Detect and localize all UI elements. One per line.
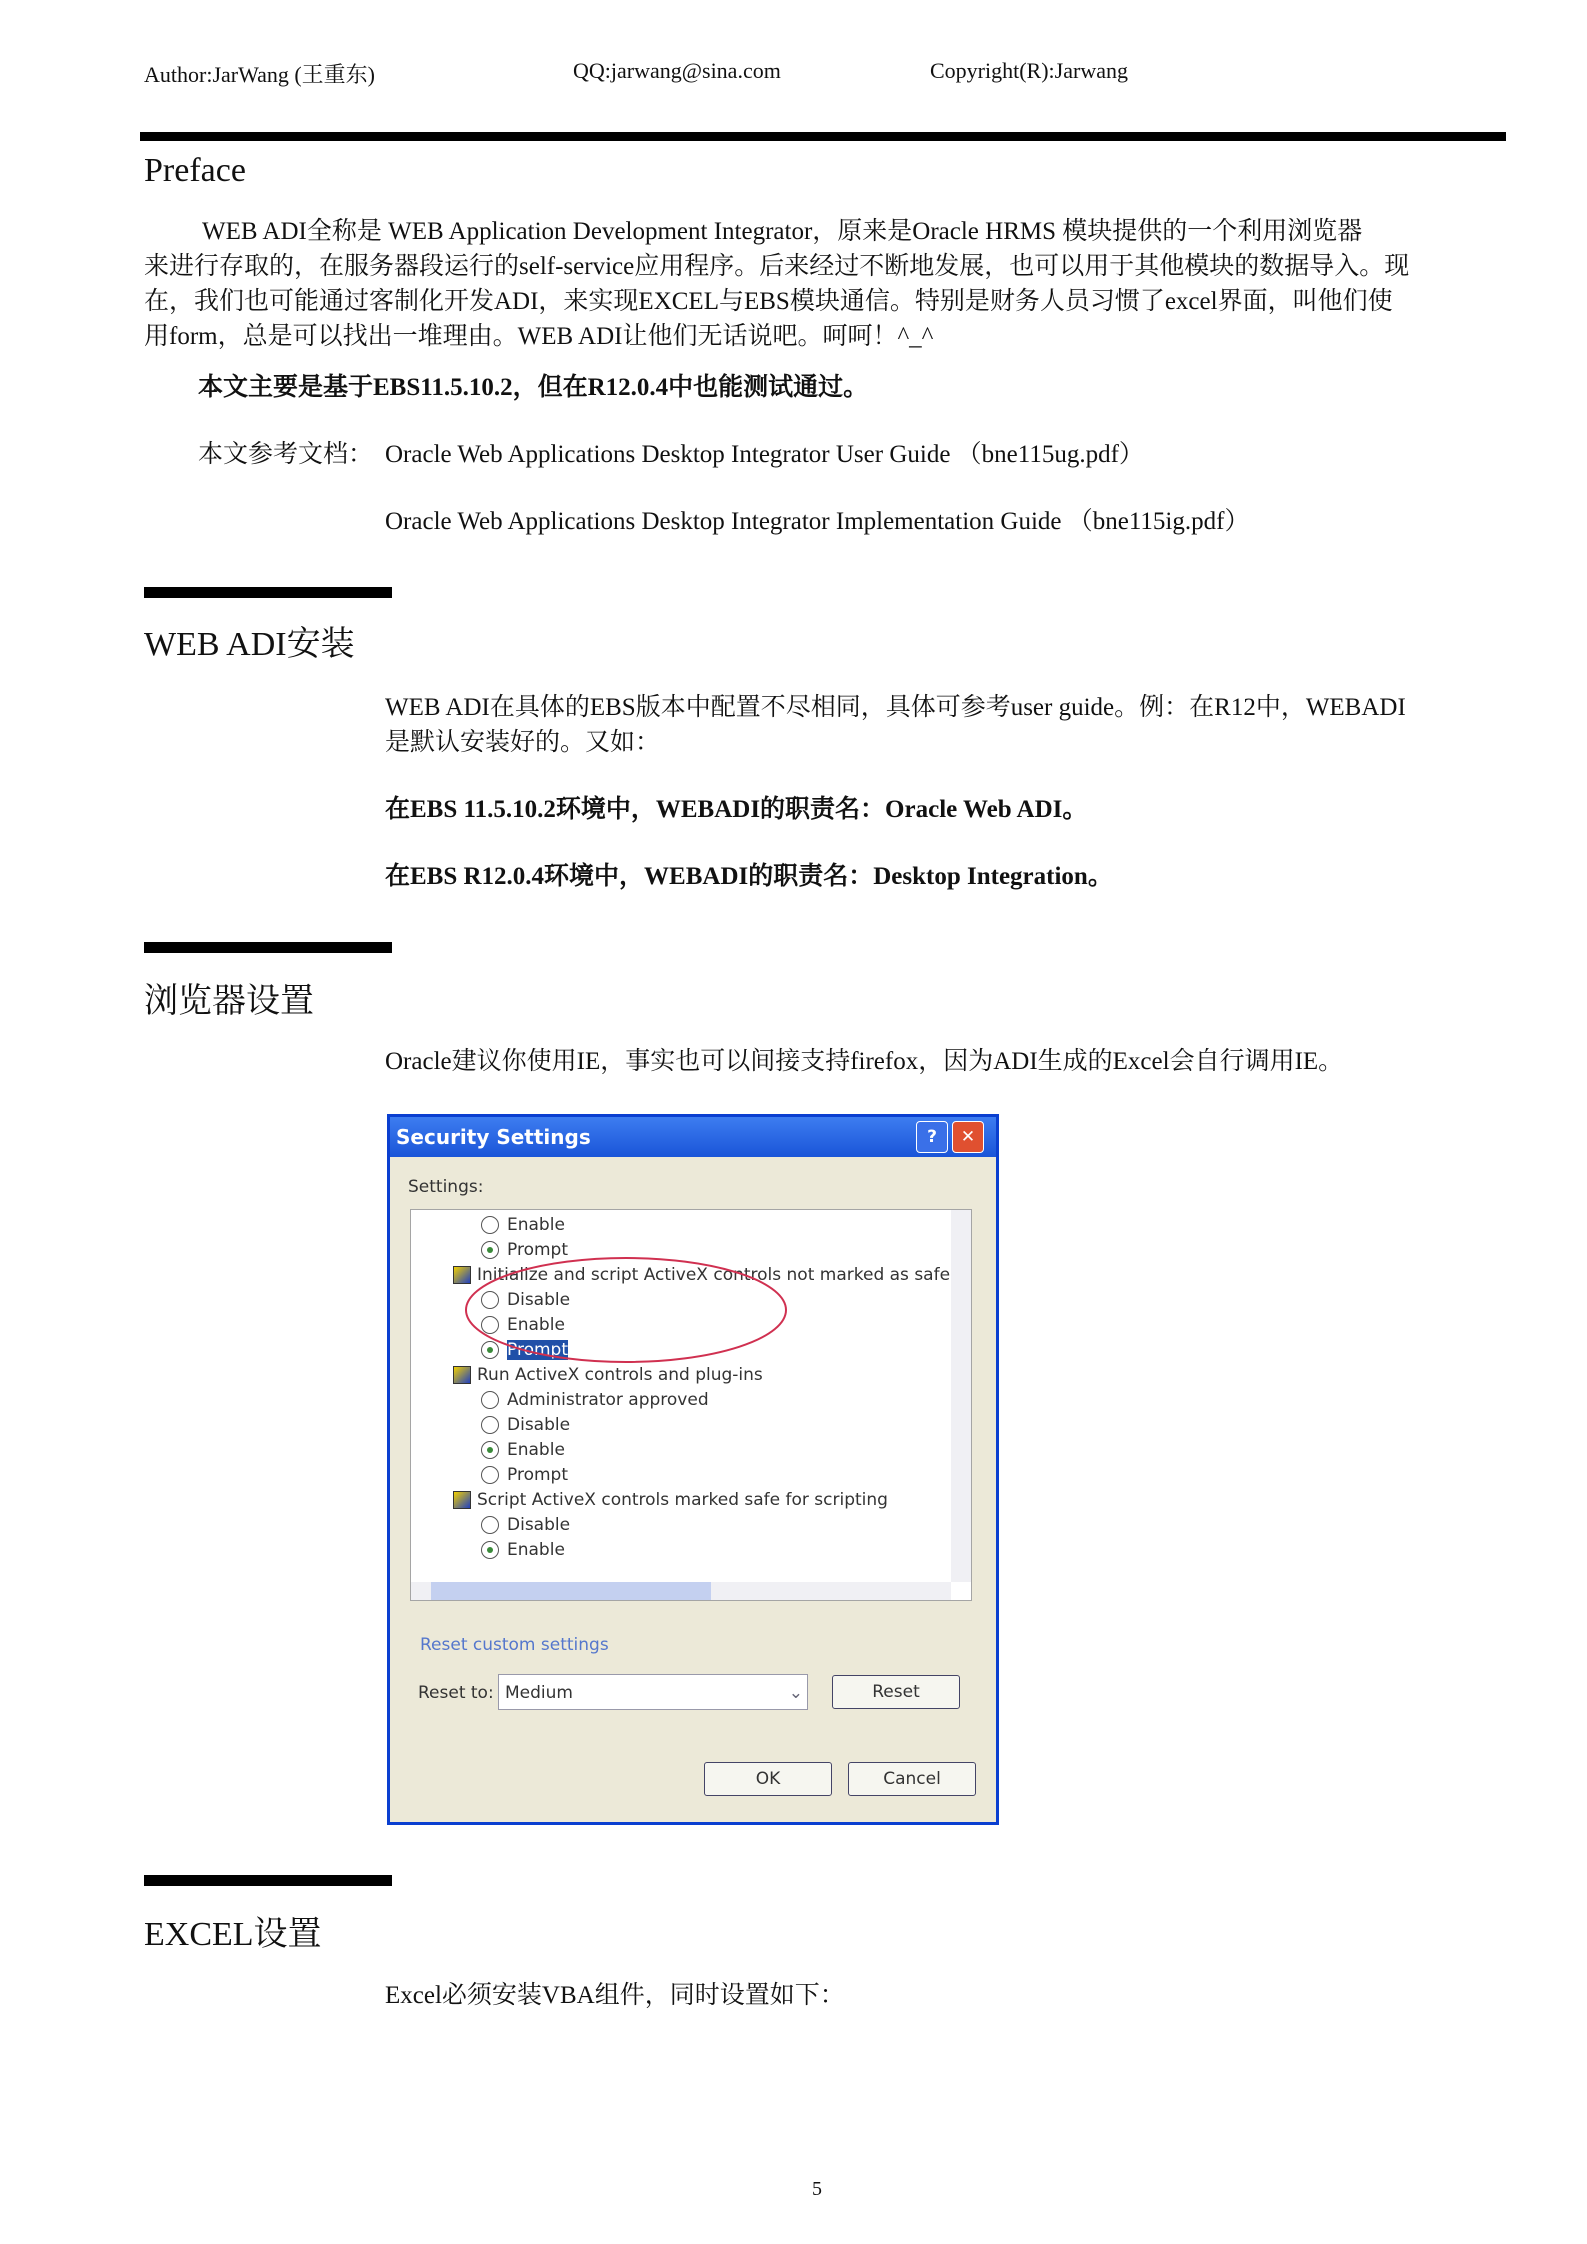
reset-to-value: Medium	[505, 1683, 573, 1703]
chevron-down-icon: ⌄	[788, 1683, 803, 1703]
section-title-install: WEB ADI安装	[144, 626, 355, 663]
preface-line: 在，我们也可能通过客制化开发ADI，来实现EXCEL与EBS模块通信。特别是财务人员习惯了excel界面，叫他们使	[144, 288, 1393, 315]
setting-label: Script ActiveX controls marked safe for scripting	[477, 1490, 888, 1510]
horizontal-scrollbar[interactable]	[411, 1582, 951, 1600]
help-button[interactable]: ?	[916, 1121, 948, 1153]
setting-label: Disable	[507, 1290, 571, 1310]
excel-paragraph: Excel必须安装VBA组件，同时设置如下：	[385, 1982, 845, 2009]
setting-group[interactable]	[453, 1489, 888, 1511]
setting-radio-option[interactable]	[481, 1439, 565, 1461]
dialog-title: Security Settings	[390, 1117, 996, 1157]
setting-label: Run ActiveX controls and plug-ins	[477, 1365, 763, 1385]
reset-button[interactable]: Reset	[832, 1675, 960, 1709]
install-paragraph	[385, 690, 1406, 760]
ok-button[interactable]: OK	[704, 1762, 832, 1796]
radio-unchecked-icon	[481, 1416, 499, 1434]
reset-to-label: Reset to:	[418, 1683, 494, 1703]
header-author: Author:JarWang (王重东)	[144, 62, 376, 87]
cancel-button[interactable]: Cancel	[848, 1762, 976, 1796]
settings-list[interactable]	[410, 1209, 972, 1601]
install-responsibility-r12: 在EBS R12.0.4环境中，WEBADI的职责名：Desktop Integration。	[385, 863, 1113, 890]
setting-radio-option[interactable]	[481, 1389, 709, 1411]
close-button[interactable]: ✕	[952, 1121, 984, 1153]
section-title-excel: EXCEL设置	[144, 1916, 322, 1953]
setting-radio-option[interactable]	[481, 1414, 570, 1436]
settings-label: Settings:	[408, 1177, 484, 1197]
reset-to-select[interactable]	[498, 1674, 808, 1710]
header-rule	[140, 132, 1506, 141]
section-bar	[144, 942, 392, 953]
reset-custom-settings-label: Reset custom settings	[420, 1635, 609, 1655]
section-title-browser: 浏览器设置	[144, 983, 314, 1020]
setting-label: Disable	[507, 1415, 571, 1435]
radio-unchecked-icon	[481, 1391, 499, 1409]
red-ellipse-annotation	[461, 1250, 791, 1370]
setting-label: Administrator approved	[507, 1390, 709, 1410]
preface-paragraph	[144, 214, 1409, 354]
setting-label: Prompt	[507, 1240, 568, 1260]
header-qq: QQ:jarwang@sina.com	[573, 58, 781, 83]
reference-1: Oracle Web Applications Desktop Integrator User Guide （bne115ug.pdf）	[385, 441, 1144, 468]
radio-unchecked-icon	[481, 1516, 499, 1534]
setting-radio-option[interactable]	[481, 1539, 565, 1561]
security-settings-dialog	[387, 1114, 999, 1825]
radio-checked-icon	[481, 1441, 499, 1459]
radio-checked-icon	[481, 1541, 499, 1559]
install-line: 是默认安装好的。又如：	[385, 729, 661, 756]
preface-line: 用form，总是可以找出一堆理由。WEB ADI让他们无话说吧。呵呵！^_^	[144, 323, 934, 350]
browser-paragraph: Oracle建议你使用IE，事实也可以间接支持firefox，因为ADI生成的Excel会自行调用IE。	[385, 1048, 1344, 1075]
reference-2: Oracle Web Applications Desktop Integrator Implementation Guide （bne115ig.pdf）	[385, 508, 1250, 535]
setting-label: Prompt	[507, 1340, 568, 1360]
setting-label: Enable	[507, 1215, 565, 1235]
setting-label: Enable	[507, 1440, 565, 1460]
setting-label: Enable	[507, 1315, 565, 1335]
preface-line: 来进行存取的，在服务器段运行的self-service应用程序。后来经过不断地发展，也可以用于其他模块的数据导入。现	[144, 253, 1410, 280]
preface-note: 本文主要是基于EBS11.5.10.2，但在R12.0.4中也能测试通过。	[198, 374, 869, 401]
header-copyright: Copyright(R):Jarwang	[930, 58, 1128, 83]
section-bar	[144, 587, 392, 598]
section-title-preface: Preface	[144, 152, 246, 189]
section-bar	[144, 1875, 392, 1886]
setting-radio-option[interactable]	[481, 1514, 570, 1536]
setting-label: Disable	[507, 1515, 571, 1535]
install-responsibility-11i: 在EBS 11.5.10.2环境中，WEBADI的职责名：Oracle Web ADI。	[385, 796, 1088, 823]
install-line: WEB ADI在具体的EBS版本中配置不尽相同，具体可参考user guide。例：在R12中，WEBADI	[385, 694, 1406, 721]
preface-line: WEB ADI全称是 WEB Application Development Integrator，原来是Oracle HRMS 模块提供的一个利用浏览器	[202, 218, 1363, 245]
radio-unchecked-icon	[481, 1466, 499, 1484]
reference-label: 本文参考文档：	[198, 441, 374, 468]
setting-label: Initialize and script ActiveX controls not marked as safe	[477, 1265, 951, 1285]
setting-radio-option[interactable]	[481, 1214, 565, 1236]
radio-unchecked-icon	[481, 1216, 499, 1234]
setting-label: Prompt	[507, 1465, 568, 1485]
page-number: 5	[812, 2178, 822, 2200]
setting-radio-option[interactable]	[481, 1464, 568, 1486]
setting-label: Enable	[507, 1540, 565, 1560]
settings-group-icon	[453, 1491, 471, 1509]
vertical-scrollbar[interactable]	[951, 1210, 971, 1582]
